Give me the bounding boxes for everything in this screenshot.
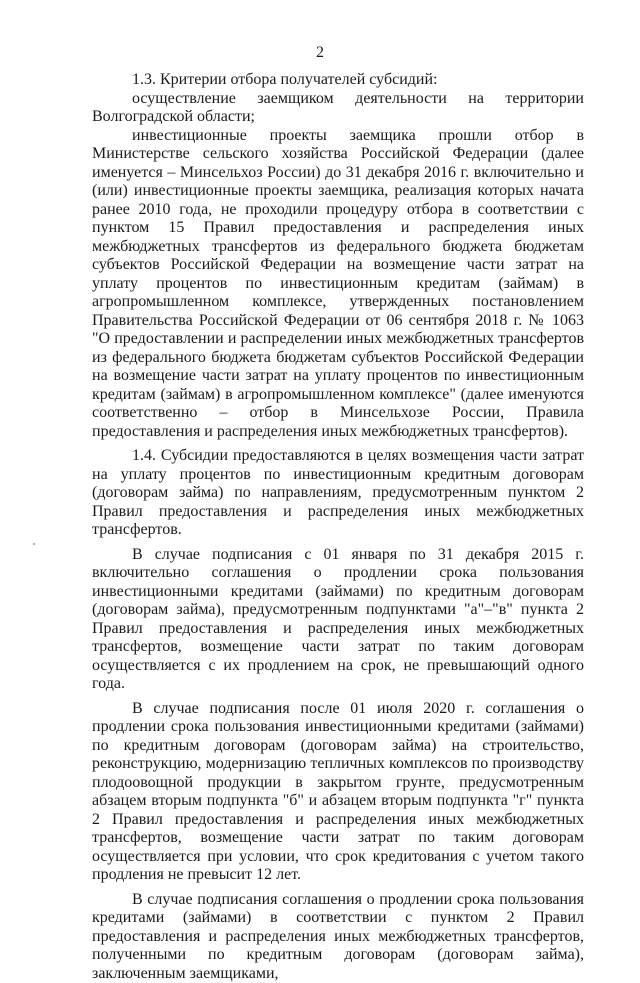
page-number: 2: [0, 44, 640, 62]
paragraph-case-2015: В случае подписания с 01 января по 31 декабря 2015 г. включительно соглашения о продлении срока пользования инвестиционными кредитами (займами) по кредитным договорам (договорам займа), предусмотренным подпунктами "а"–"в" пункта 2 Правил предоставления и распределения иных межбюджетных трансфертов, возмещение части затрат по таким договорам осуществляется с их продлением на срок, не превышающий одного года.: [92, 546, 584, 694]
paragraph-case-extension: В случае подписания соглашения о продлении срока пользования кредитами (займами) в соответствии с пунктом 2 Правил предоставления и распределения иных межбюджетных трансфертов, полученными по кредитным договорам (договорам займа), заключенным заемщиками,: [92, 891, 584, 983]
scan-speck: [33, 543, 35, 545]
document-body: [92, 71, 584, 983]
paragraph-criterion-investment-projects: инвестиционные проекты заемщика прошли отбор в Министерстве сельского хозяйства Российской Федерации (далее именуется – Минсельхоз России) до 31 декабря 2016 г. включительно и (или) инвестиционные проекты заемщика, реализация которых начата ранее 2010 года, не проходили процедуру отбора в соответствии с пунктом 15 Правил предоставления и распределения иных межбюджетных трансфертов из федерального бюджета бюджетам субъектов Российской Федерации на возмещение части затрат на уплату процентов по инвестиционным кредитам (займам) в агропромышленном комплексе, утвержденных постановлением Правительства Российской Федерации от 06 сентября 2018 г. № 1063 "О предоставлении и распределении иных межбюджетных трансфертов из федерального бюджета бюджетам субъектов Российской Федерации на возмещение части затрат на уплату процентов по инвестиционным кредитам (займам) в агропромышленном комплексе" (далее именуются соответственно – отбор в Минсельхозе России, Правила предоставления и распределения иных межбюджетных трансфертов).: [92, 127, 584, 442]
paragraph-case-2020: В случае подписания после 01 июля 2020 г. соглашения о продлении срока пользования инвестиционными кредитами (займами) по кредитным договорам (договорам займа) на строительство, реконструкцию, модернизацию тепличных комплексов по производству плодоовощной продукции в закрытом грунте, предусмотренным абзацем вторым подпункта "б" и абзацем вторым подпункта "г" пункта 2 Правил предоставления и распределения иных межбюджетных трансфертов, возмещение части затрат по таким договорам осуществляется при условии, что срок кредитования с учетом такого продления не превысит 12 лет.: [92, 700, 584, 885]
paragraph-1-3-heading: 1.3. Критерии отбора получателей субсидий:: [92, 71, 584, 90]
paragraph-criterion-territory: осуществление заемщиком деятельности на территории Волгоградской области;: [92, 90, 584, 127]
paragraph-1-4-subsidies: 1.4. Субсидии предоставляются в целях возмещения части затрат на уплату процентов по инвестиционным кредитным договорам (договорам займа) по направлениям, предусмотренным пунктом 2 Правил предоставления и распределения иных межбюджетных трансфертов.: [92, 447, 584, 540]
